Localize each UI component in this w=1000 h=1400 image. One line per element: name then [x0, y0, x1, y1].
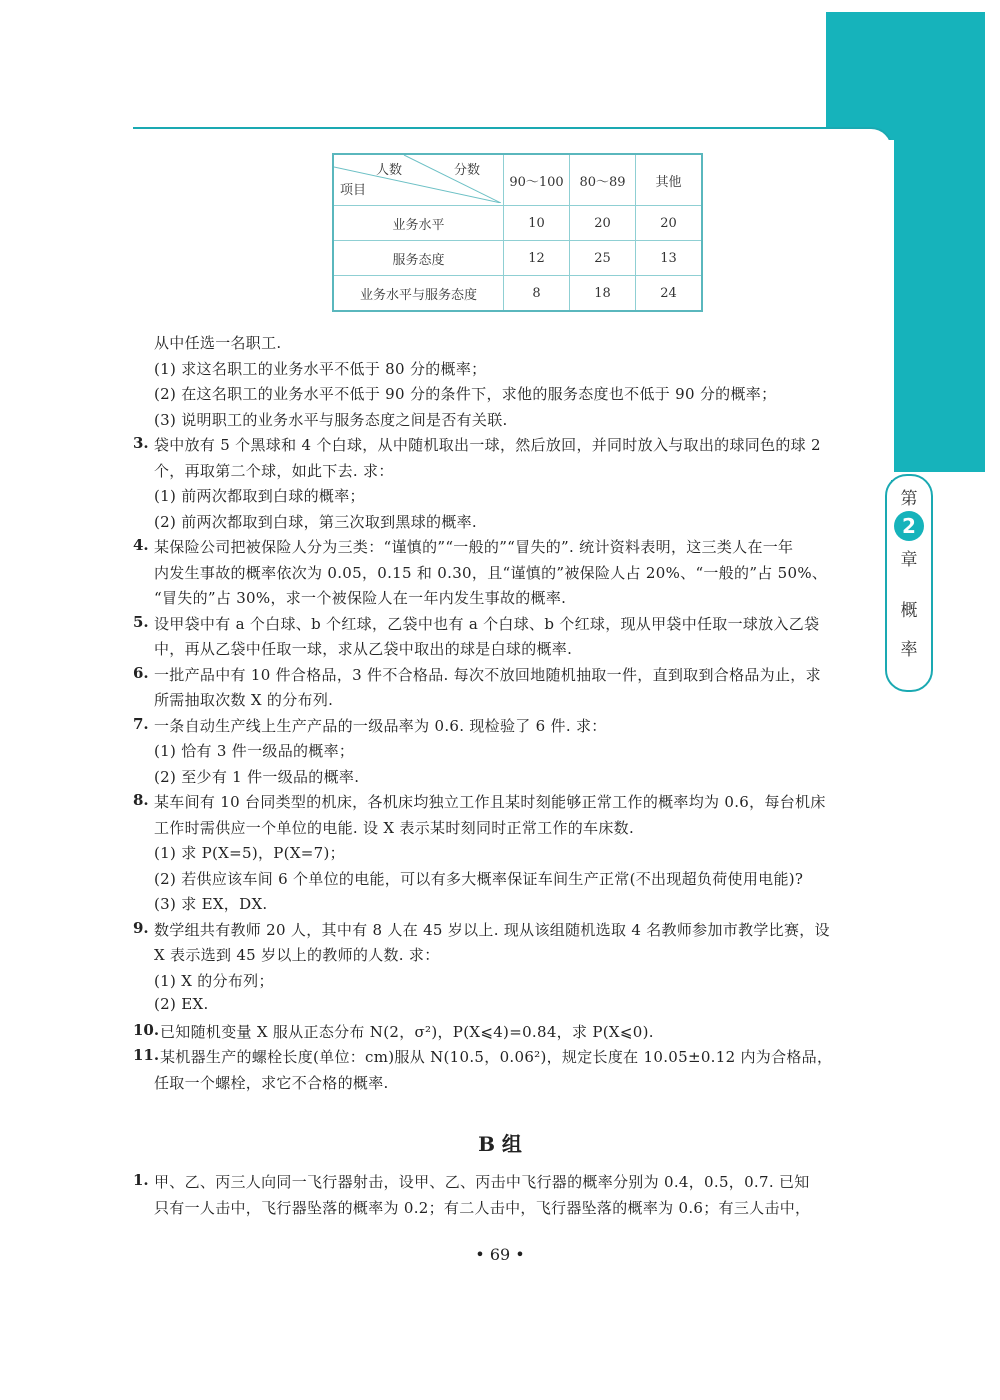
diagonal-header-cell — [333, 154, 504, 206]
corner-label-people: 人数 — [376, 163, 403, 178]
corner-label-score: 分数 — [454, 163, 481, 178]
table-cell: 20 — [636, 206, 703, 241]
exercise-line: 甲、乙、丙三人向同一飞行器射击，设甲、乙、丙击中飞行器的概率分别为 0.4，0.5，0.7. 已知 — [154, 1173, 810, 1191]
text-line: 内发生事故的概率依次为 0.05，0.15 和 0.30，且“谨慎的”被保险人占 20%、“一般的”占 50%、 — [154, 563, 828, 582]
table-row — [333, 276, 702, 312]
table-cell: 24 — [636, 276, 703, 312]
exercise-line: 设甲袋中有 a 个白球、b 个红球，乙袋中也有 a 个白球、b 个红球，现从甲袋中任取一球放入乙袋 — [154, 614, 820, 633]
exercise-number: 4. — [133, 536, 149, 554]
exercise-number: 11. — [133, 1046, 160, 1064]
chapter-tab — [885, 474, 933, 692]
column-header: 其他 — [636, 154, 703, 206]
exercise-line: 数学组共有教师 20 人，其中有 8 人在 45 岁以上. 现从该组随机选取 4 名教师参加市教学比赛，设 — [154, 920, 830, 939]
row-label: 服务态度 — [333, 241, 504, 276]
text-line: X 表示选到 45 岁以上的教师的人数. 求： — [154, 946, 440, 964]
text-line: (1) X 的分布列； — [154, 971, 274, 990]
text-line: (2) 若供应该车间 6 个单位的电能，可以有多大概率保证车间生产正常(不出现超负荷使用电能)? — [154, 869, 804, 888]
table-cell: 25 — [570, 241, 636, 276]
row-label: 业务水平与服务态度 — [333, 276, 504, 312]
page-number: • 69 • — [475, 1245, 525, 1264]
table-cell: 13 — [636, 241, 703, 276]
exercise-number: 10. — [133, 1020, 160, 1039]
exercise-number: 5. — [133, 612, 149, 631]
text-line: (1) 恰有 3 件一级品的概率； — [154, 742, 355, 760]
table-row — [333, 241, 702, 276]
text-line: 工作时需供应一个单位的电能. 设 X 表示某时刻同时正常工作的车床数. — [154, 818, 635, 837]
frame-gap — [870, 140, 894, 480]
score-table — [332, 153, 703, 312]
text-line: (3) 求 EX，DX. — [154, 895, 268, 913]
exercise-number: 8. — [133, 791, 149, 809]
text-line: (2) 至少有 1 件一级品的概率. — [154, 767, 360, 786]
text-line: 只有一人击中，飞行器坠落的概率为 0.2；有二人击中，飞行器坠落的概率为 0.6；有三人击中， — [154, 1198, 811, 1217]
exercise-number: 6. — [133, 663, 149, 682]
text-line: 所需抽取次数 X 的分布列. — [154, 691, 334, 709]
column-header: 80～89 — [570, 154, 636, 206]
text-line: 任取一个螺栓，求它不合格的概率. — [154, 1073, 389, 1092]
row-label: 业务水平 — [333, 206, 504, 241]
exercise-line: 某机器生产的螺栓长度(单位：cm)服从 N(10.5，0.06²)，规定长度在 10.05±0.12 内为合格品， — [160, 1048, 833, 1066]
table-cell: 18 — [570, 276, 636, 312]
table-cell: 20 — [570, 206, 636, 241]
text-line: (1) 前两次都取到白球的概率； — [154, 487, 365, 505]
exercise-line: 已知随机变量 X 服从正态分布 N(2，σ²)，P(X⩽4)=0.84，求 P(X⩽0). — [160, 1022, 654, 1041]
exercise-line: 一批产品中有 10 件合格品，3 件不合格品. 每次不放回地随机抽取一件，直到取到合格品为止，求 — [154, 665, 821, 684]
text-line: (3) 说明职工的业务水平与服务态度之间是否有关联. — [154, 410, 508, 429]
exercise-number: 3. — [133, 434, 149, 452]
exercise-number: 1. — [133, 1171, 149, 1189]
table-header-row — [333, 154, 702, 206]
text-line: (2) 前两次都取到白球，第三次取到黑球的概率. — [154, 512, 477, 531]
exercise-number: 7. — [133, 714, 149, 733]
exercise-line: 一条自动生产线上生产产品的一级品率为 0.6. 现检验了 6 件. 求： — [154, 716, 607, 735]
table-cell: 8 — [504, 276, 570, 312]
section-title: B 组 — [478, 1132, 522, 1156]
text-line: “冒失的”占 30%，求一个被保险人在一年内发生事故的概率. — [154, 589, 567, 607]
exercise-line: 袋中放有 5 个黑球和 4 个白球，从中随机取出一球，然后放回，并同时放入与取出的球同色的球 2 — [154, 436, 821, 454]
exercise-line: 某保险公司把被保险人分为三类：“谨慎的”“一般的”“冒失的”. 统计资料表明，这三类人在一年 — [154, 538, 794, 556]
exercise-number: 9. — [133, 918, 149, 937]
chapter-prefix: 第 — [900, 489, 918, 509]
chapter-suffix: 章 — [900, 550, 918, 570]
table-cell: 10 — [504, 206, 570, 241]
chapter-number-badge: 2 — [894, 511, 924, 541]
table-cell: 12 — [504, 241, 570, 276]
text-line: 个，再取第二个球，如此下去. 求： — [154, 461, 394, 480]
text-line: (1) 求这名职工的业务水平不低于 80 分的概率； — [154, 359, 487, 378]
text-line: 从中任选一名职工. — [154, 334, 282, 352]
exercise-line: 某车间有 10 台同类型的机床，各机床均独立工作且某时刻能够正常工作的概率均为 0.6，每台机床 — [154, 793, 826, 811]
text-line: (1) 求 P(X=5)，P(X=7)； — [154, 844, 345, 862]
table-row — [333, 206, 702, 241]
column-header: 90～100 — [504, 154, 570, 206]
text-line: (2) 在这名职工的业务水平不低于 90 分的条件下，求他的服务态度也不低于 90 分的概率； — [154, 385, 777, 403]
text-line: (2) EX. — [154, 995, 209, 1013]
chapter-title-char-2: 率 — [900, 640, 918, 660]
chapter-title-char-1: 概 — [900, 601, 918, 621]
text-line: 中，再从乙袋中任取一球，求从乙袋中取出的球是白球的概率. — [154, 640, 573, 658]
corner-label-item: 项目 — [340, 183, 367, 198]
